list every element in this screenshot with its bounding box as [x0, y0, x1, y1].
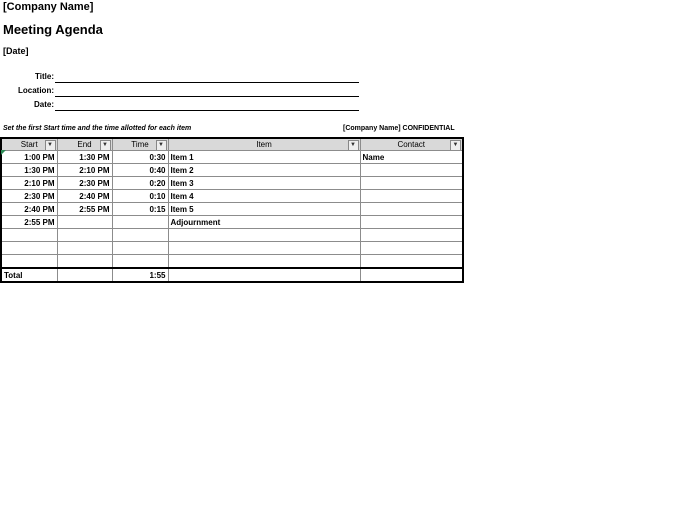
- column-header-end[interactable]: [57, 138, 112, 151]
- end-cell[interactable]: [57, 242, 112, 255]
- agenda-table: [0, 137, 464, 283]
- title-field-line[interactable]: [55, 71, 359, 83]
- column-header-item[interactable]: [168, 138, 360, 151]
- location-field-line[interactable]: [55, 85, 359, 97]
- end-cell[interactable]: [57, 216, 112, 229]
- date-field-label: Date:: [33, 100, 54, 109]
- column-header-label: Start: [20, 140, 38, 149]
- total-label[interactable]: Total: [1, 268, 57, 282]
- item-cell[interactable]: [168, 229, 360, 242]
- total-time[interactable]: 1:55: [112, 268, 168, 282]
- time-cell[interactable]: [112, 229, 168, 242]
- chevron-down-icon[interactable]: ▼: [348, 140, 359, 151]
- end-cell[interactable]: 1:30 PM: [57, 151, 112, 164]
- contact-cell[interactable]: [360, 164, 463, 177]
- item-cell[interactable]: Item 1: [168, 151, 360, 164]
- item-cell[interactable]: Adjournment: [168, 216, 360, 229]
- cell-indicator-icon: [1, 150, 6, 155]
- time-cell[interactable]: [112, 216, 168, 229]
- start-cell[interactable]: 2:30 PM: [1, 190, 57, 203]
- contact-cell[interactable]: [360, 203, 463, 216]
- end-cell[interactable]: 2:55 PM: [57, 203, 112, 216]
- time-cell[interactable]: 0:15: [112, 203, 168, 216]
- date-field-row: [0, 99, 675, 111]
- chevron-down-icon[interactable]: ▼: [156, 140, 167, 151]
- item-cell[interactable]: [168, 242, 360, 255]
- column-header-contact[interactable]: [360, 138, 463, 151]
- table-row: [1, 216, 463, 229]
- column-header-label: End: [77, 140, 92, 149]
- table-row: [1, 177, 463, 190]
- time-cell[interactable]: 0:40: [112, 164, 168, 177]
- start-cell[interactable]: 1:30 PM: [1, 164, 57, 177]
- title-field-label: Title:: [35, 72, 54, 81]
- item-cell[interactable]: Item 4: [168, 190, 360, 203]
- column-header-label: Time: [131, 140, 149, 149]
- column-header-label: Item: [256, 140, 272, 149]
- total-end-cell[interactable]: [57, 268, 112, 282]
- start-cell[interactable]: [1, 255, 57, 269]
- table-row: [1, 190, 463, 203]
- item-cell[interactable]: Item 3: [168, 177, 360, 190]
- chevron-down-icon[interactable]: ▼: [45, 140, 56, 151]
- table-row: [1, 255, 463, 269]
- table-row: [1, 164, 463, 177]
- location-field-row: [0, 85, 675, 97]
- item-cell[interactable]: [168, 255, 360, 269]
- time-cell[interactable]: 0:20: [112, 177, 168, 190]
- table-row: [1, 203, 463, 216]
- contact-cell[interactable]: [360, 190, 463, 203]
- end-cell[interactable]: 2:40 PM: [57, 190, 112, 203]
- table-row: [1, 151, 463, 164]
- total-row: [1, 268, 463, 282]
- start-cell[interactable]: 1:00 PM: [1, 151, 57, 164]
- chevron-down-icon[interactable]: ▼: [450, 140, 461, 151]
- column-header-start[interactable]: [1, 138, 57, 151]
- table-header-row: [1, 138, 463, 151]
- start-cell[interactable]: 2:55 PM: [1, 216, 57, 229]
- company-name: [Company Name]: [3, 1, 94, 13]
- contact-cell[interactable]: [360, 242, 463, 255]
- page-title: Meeting Agenda: [3, 22, 103, 37]
- start-cell[interactable]: [1, 229, 57, 242]
- end-cell[interactable]: 2:30 PM: [57, 177, 112, 190]
- title-field-row: [0, 71, 675, 83]
- contact-cell[interactable]: [360, 255, 463, 269]
- chevron-down-icon[interactable]: ▼: [100, 140, 111, 151]
- contact-cell[interactable]: Name: [360, 151, 463, 164]
- total-contact-cell[interactable]: [360, 268, 463, 282]
- end-cell[interactable]: [57, 255, 112, 269]
- time-cell[interactable]: [112, 255, 168, 269]
- end-cell[interactable]: [57, 229, 112, 242]
- instruction-text: Set the first Start time and the time allotted for each item: [3, 125, 192, 132]
- table-row: [1, 229, 463, 242]
- item-cell[interactable]: Item 5: [168, 203, 360, 216]
- time-cell[interactable]: 0:30: [112, 151, 168, 164]
- item-cell[interactable]: Item 2: [168, 164, 360, 177]
- start-cell[interactable]: 2:10 PM: [1, 177, 57, 190]
- date-label: [Date]: [3, 46, 29, 56]
- date-field-line[interactable]: [55, 99, 359, 111]
- contact-cell[interactable]: [360, 177, 463, 190]
- column-header-label: Contact: [397, 140, 426, 149]
- start-cell[interactable]: 2:40 PM: [1, 203, 57, 216]
- contact-cell[interactable]: [360, 216, 463, 229]
- end-cell[interactable]: 2:10 PM: [57, 164, 112, 177]
- total-item-cell[interactable]: [168, 268, 360, 282]
- location-field-label: Location:: [18, 86, 54, 95]
- time-cell[interactable]: 0:10: [112, 190, 168, 203]
- contact-cell[interactable]: [360, 229, 463, 242]
- time-cell[interactable]: [112, 242, 168, 255]
- table-row: [1, 242, 463, 255]
- confidential-label: [Company Name] CONFIDENTIAL: [343, 125, 455, 132]
- column-header-time[interactable]: [112, 138, 168, 151]
- start-cell[interactable]: [1, 242, 57, 255]
